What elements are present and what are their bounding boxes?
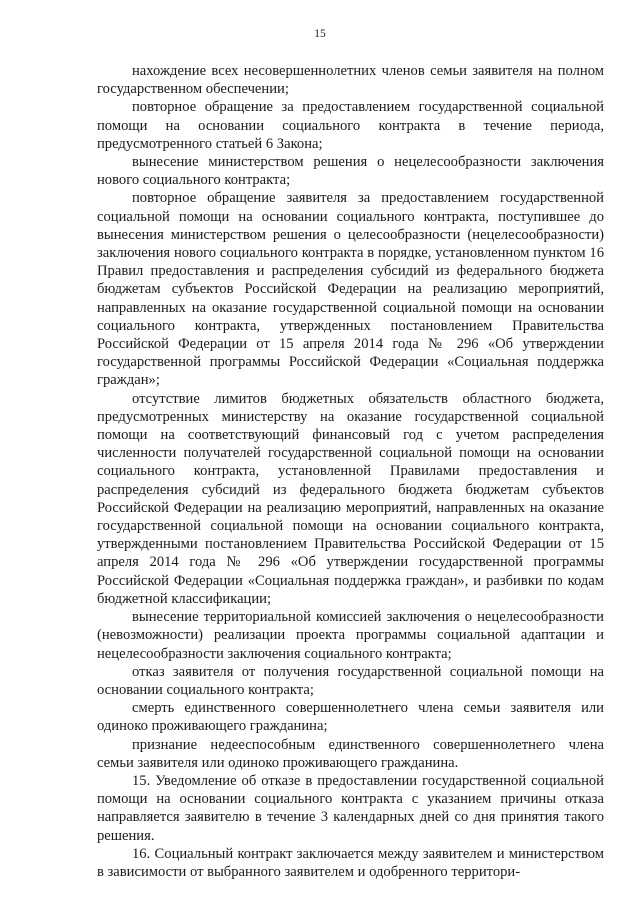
paragraph-lack-of-budget-limits: отсутствие лимитов бюджетных обязательств областного бюджета, предусмотренных министерству на оказание государственной социальной помощи на соответствующий финансовый год с учетом распределения численности получателей государственной социальной помощи на основании социального контракта, установленной Правилами предоставления и распределения субсидий из федерального бюджета бюджетам субъектов Российской Федерации на реализацию мероприятий, направленных на оказание государственной социальной помощи на основании социального контракта, утвержденными постановлением Правительства Российской Федерации от 15 апреля 2014 года № 296 «Об утверждении государственной программы Российской Федерации «Социальная поддержка граждан», и разбивки по кодам бюджетной классификации; (97, 390, 604, 607)
paragraph-death-of-member: смерть единственного совершеннолетнего члена семьи заявителя или одиноко проживающего гражданина; (97, 700, 604, 735)
paragraph-incapacity: признание недееспособным единственного совершеннолетнего члена семьи заявителя или одиноко проживающего гражданина. (97, 736, 604, 771)
paragraph-applicant-refusal: отказ заявителя от получения государственной социальной помощи на основании социального контракта; (97, 663, 604, 698)
paragraph-repeated-application-period: повторное обращение за предоставлением государственной социальной помощи на основании социального контракта в течение периода, предусмотренного статьей 6 Закона; (97, 99, 604, 152)
paragraph-territorial-commission-conclusion: вынесение территориальной комиссией заключения о нецелесообразности (невозможности) реализации проекта программы социальной адаптации и нецелесообразности заключения социального контракта; (97, 609, 604, 662)
paragraph-item-15-refusal-notice: 15. Уведомление об отказе в предоставлении государственной социальной помощи на основании социального контракта с указанием причины отказа направляется заявителю в течение 3 календарных дней со дня принятия такого решения. (97, 772, 604, 844)
paragraph-ministry-decision-inexpedient: вынесение министерством решения о нецелесообразности заключения нового социального контракта; (97, 154, 604, 189)
paragraph-repeated-application-before-decision: повторное обращение заявителя за предоставлением государственной социальной помощи на основании социального контракта, поступившее до вынесения министерством решения о целесообразности (нецелесообразности) заключения нового социального контракта в порядке, установленном пунктом 16 Правил предоставления и распределения субсидий из федерального бюджета бюджетам субъектов Российской Федерации на реализацию мероприятий, направленных на оказание государственной социальной помощи на основании социального контракта, утвержденных постановлением Правительства Российской Федерации от 15 апреля 2014 года № 296 «Об утверждении государственной программы Российской Федерации «Социальная поддержка граждан»; (97, 190, 604, 389)
paragraph-item-16-contract-conclusion: 16. Социальный контракт заключается между заявителем и министерством в зависимости от выбранного заявителем и одобренного территори- (97, 845, 604, 880)
page-number: 15 (314, 28, 326, 40)
document-body (97, 62, 604, 881)
paragraph-full-state-support: нахождение всех несовершеннолетних членов семьи заявителя на полном государственном обеспечении; (97, 63, 604, 98)
